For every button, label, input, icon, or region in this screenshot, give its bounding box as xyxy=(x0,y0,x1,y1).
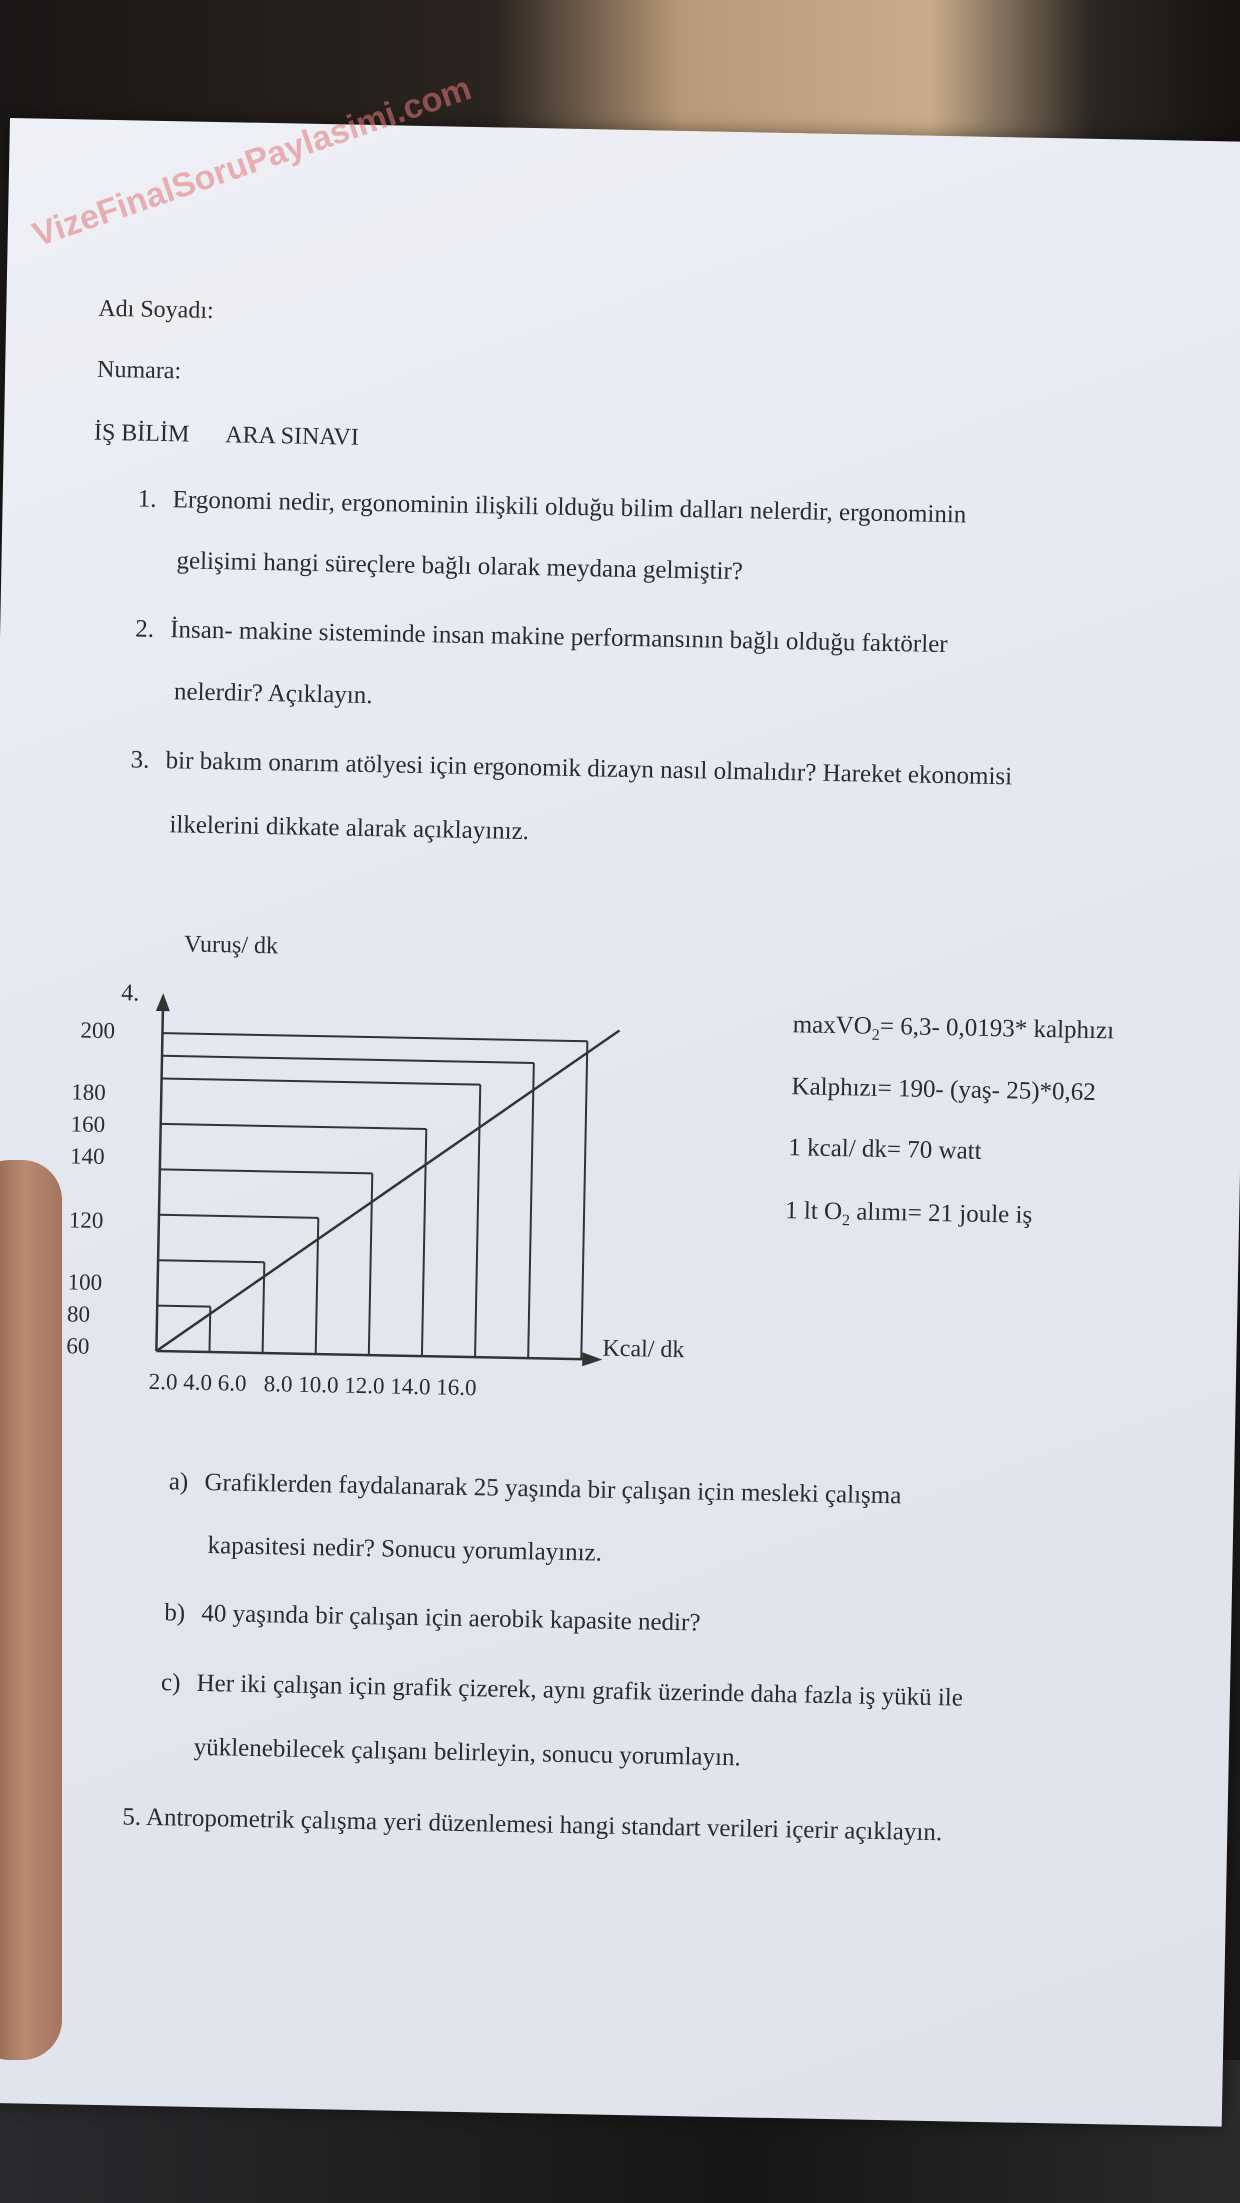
question-4a-label: a) xyxy=(168,1468,189,1496)
question-2 xyxy=(135,616,948,660)
chart-marks xyxy=(156,1022,619,1360)
question-4c-label: c) xyxy=(160,1669,181,1697)
question-4b xyxy=(164,1599,701,1637)
heart-rate-chart xyxy=(46,909,755,1402)
horizontal-guide-line xyxy=(162,1079,481,1085)
question-4b-label: b) xyxy=(164,1599,186,1627)
trend-line xyxy=(156,1022,619,1360)
formula-kcal-watt: 1 kcal/ dk= 70 watt xyxy=(788,1134,982,1165)
formula-1-sub: 2 xyxy=(871,1026,880,1044)
question-1-line-1: Ergonomi nedir, ergonominin ilişkili olduğu bilim dalları nelerdir, ergonominin xyxy=(172,486,967,529)
exam-paper xyxy=(0,69,1240,2127)
y-tick-label: 120 xyxy=(68,1207,104,1233)
y-tick-label: 60 xyxy=(66,1333,90,1359)
course-title xyxy=(94,420,359,452)
question-4b-line-1: 40 yaşında bir çalışan için aerobik kapasite nedir? xyxy=(201,1599,701,1637)
question-4c-line-1: Her iki çalışan için grafik çizerek, aynı grafik üzerinde daha fazla iş yükü ile xyxy=(196,1669,964,1712)
question-3-line-2: ilkelerini dikkate alarak açıklayınız. xyxy=(169,811,530,846)
question-2-line-2: nelerdir? Açıklayın. xyxy=(173,678,373,710)
formula-vo2max xyxy=(792,1011,1114,1049)
question-3 xyxy=(130,746,1012,791)
x-axis-arrow xyxy=(582,1352,602,1366)
vertical-guide-line xyxy=(475,1085,480,1358)
question-5: 5. Antropometrik çalışma yeri düzenlemesi hangi standart verileri içerir açıklayın. xyxy=(122,1803,943,1847)
question-2-line-1: İnsan- makine sisteminde insan makine performansının bağlı olduğu faktörler xyxy=(169,616,948,659)
holding-hand xyxy=(0,1160,62,2060)
course-name: İŞ BİLİM xyxy=(93,419,190,448)
y-tick-label: 80 xyxy=(66,1301,91,1327)
question-4-number: 4. xyxy=(120,980,140,1007)
watermark: VizeFinalSoruPaylasimi.com xyxy=(28,69,477,255)
question-1-number: 1. xyxy=(137,485,157,513)
question-3-number: 3. xyxy=(130,746,150,774)
formula-1-rest: = 6,3- 0,0193* kalphızı xyxy=(879,1012,1115,1045)
chart-xlabel: Kcal/ dk xyxy=(602,1335,685,1364)
horizontal-guide-line xyxy=(162,1033,587,1041)
vertical-guide-line xyxy=(422,1129,426,1356)
x-axis xyxy=(156,1351,586,1359)
y-tick-label: 200 xyxy=(80,1017,116,1044)
horizontal-guide-line xyxy=(160,1169,372,1173)
question-2-number: 2. xyxy=(134,615,155,643)
formula-heart-rate: Kalphızı= 190- (yaş- 25)*0,62 xyxy=(791,1073,1097,1107)
horizontal-guide-line xyxy=(161,1124,427,1129)
exam-type: ARA SINAVI xyxy=(225,422,360,451)
formula-4-sub: 2 xyxy=(841,1212,851,1230)
formula-4-rest: alımı= 21 joule iş xyxy=(849,1198,1033,1229)
formula-1-vo: VO xyxy=(835,1012,873,1040)
vertical-guide-line xyxy=(581,1041,587,1359)
question-1 xyxy=(137,486,966,530)
number-label: Numara: xyxy=(96,356,182,385)
horizontal-guide-line xyxy=(162,1056,534,1063)
name-label: Adı Soyadı: xyxy=(98,295,214,324)
chart-ylabel: Vuruş/ dk xyxy=(183,931,279,960)
question-4c xyxy=(161,1669,963,1712)
question-4c-line-2: yüklenebilecek çalışanı belirleyin, sonucu yorumlayın. xyxy=(193,1733,741,1772)
question-4a-line-2: kapasitesi nedir? Sonucu yorumlayınız. xyxy=(207,1532,603,1567)
horizontal-guide-line xyxy=(158,1260,264,1262)
question-4a xyxy=(169,1468,902,1510)
question-1-line-2: gelişimi hangi süreçlere bağlı olarak meydana gelmiştir? xyxy=(176,547,744,586)
y-tick-label: 180 xyxy=(71,1079,107,1106)
formula-oxygen xyxy=(785,1197,1033,1234)
y-axis-arrow xyxy=(156,993,170,1011)
question-3-line-1: bir bakım onarım atölyesi için ergonomik dizayn nasıl olmalıdır? Hareket ekonomisi xyxy=(165,747,1013,791)
x-tick-labels: 2.0 4.0 6.0 8.0 10.0 12.0 14.0 16.0 xyxy=(148,1368,477,1401)
y-tick-label: 140 xyxy=(69,1143,105,1170)
question-4a-line-1: Grafiklerden faydalanarak 25 yaşında bir çalışan için mesleki çalışma xyxy=(204,1468,902,1510)
y-axis xyxy=(156,1007,163,1351)
formula-4-prefix: 1 lt O xyxy=(784,1197,843,1226)
y-tick-labels xyxy=(66,1017,115,1359)
vertical-guide-line xyxy=(528,1063,534,1358)
formula-1-prefix: max xyxy=(792,1011,837,1040)
horizontal-guide-line xyxy=(157,1306,210,1307)
y-tick-label: 160 xyxy=(70,1111,106,1138)
y-tick-label: 100 xyxy=(67,1269,103,1295)
horizontal-guide-line xyxy=(159,1215,318,1218)
